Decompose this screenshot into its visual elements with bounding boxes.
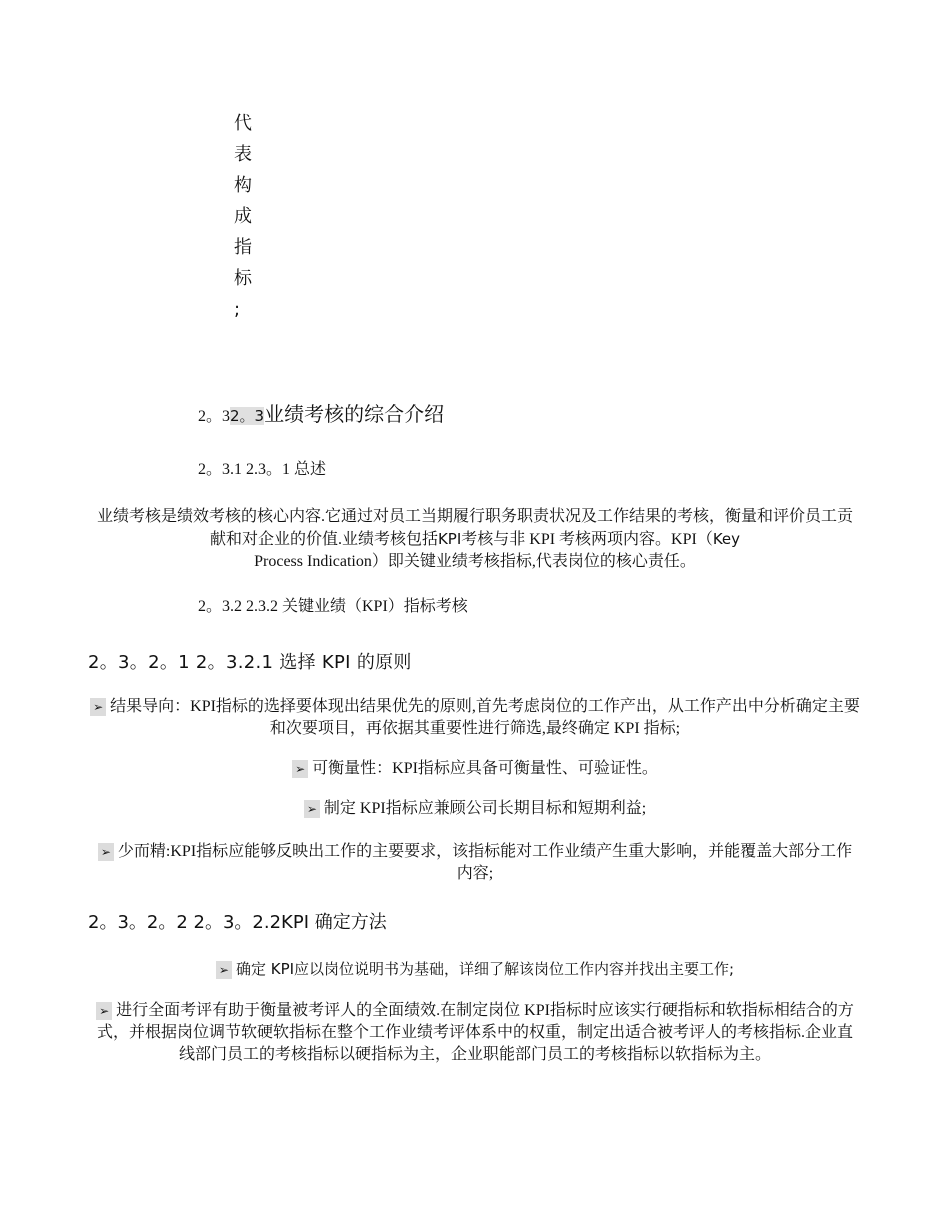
list-item-text: 应以岗位说明书为基础，详细了解该岗位工作内容并找出主要工作; bbox=[294, 960, 735, 978]
vertical-char: 成 bbox=[234, 206, 252, 227]
list-item bbox=[90, 958, 860, 981]
vertical-char: 构 bbox=[234, 175, 252, 196]
bullet-arrow-icon: ➢ bbox=[216, 961, 232, 979]
paragraph-text: 业绩考核是绩效考核的核心内容.它通过对员工当期履行职务职责状况及工作结果的考核，衡量和评价员工贡献和对企业的价值.业绩考核包括 bbox=[96, 508, 853, 548]
list-item-kpi: KPI bbox=[190, 698, 216, 715]
overview-paragraph bbox=[90, 506, 860, 573]
list-item-kpi: KPI bbox=[170, 843, 197, 860]
paragraph-text: KPI bbox=[437, 530, 462, 548]
section-heading-2-3-2-2: 2。3。2。2 2。3。2.2KPI 确定方法 bbox=[88, 912, 387, 933]
list-item-text: 指标时应该实行硬指标和软指标相结合的方式，并根据岗位调节软硬软指标在整个工作业绩考评体系中的权重，制定出适合被考评人的考核指标.企业直线部门员工的考核指标以硬指标为主，企业职能部门员工的考核指标以软指标为主。 bbox=[96, 1002, 854, 1063]
list-item bbox=[90, 758, 860, 780]
list-item-text: 指标的选择要体现出结果优先的原则,首先考虑岗位的工作产出，从工作产出中分析确定主要和次要项目，再依据其重要性进行筛选,最终确定 KPI 指标; bbox=[215, 698, 860, 737]
paragraph-text: Process Indication）即关键业绩考核指标,代表岗位的核心责任。 bbox=[254, 553, 696, 570]
list-item-text: 指标应具备可衡量性、可验证性。 bbox=[417, 760, 658, 777]
list-item-kpi: KPI bbox=[524, 1002, 550, 1019]
list-item bbox=[90, 841, 860, 885]
list-item bbox=[90, 1000, 860, 1066]
paragraph-text: 考核与非 KPI 考核两项内容。KPI（ bbox=[461, 531, 713, 548]
bullet-arrow-icon: ➢ bbox=[304, 800, 320, 818]
list-item-text: 指标应兼顾公司长期目标和短期利益; bbox=[385, 800, 647, 817]
bullet-arrow-icon: ➢ bbox=[292, 760, 308, 778]
list-item bbox=[90, 798, 860, 820]
list-item-lead: 结果导向： bbox=[110, 698, 191, 715]
list-item-lead: 制定 bbox=[323, 800, 360, 817]
vertical-char: 指 bbox=[234, 237, 252, 258]
section-number: 2。3 bbox=[198, 408, 231, 425]
paragraph-text: Key bbox=[712, 530, 741, 548]
list-item-text: 指标应能够反映出工作的主要要求，该指标能对工作业绩产生重大影响，并能覆盖大部分工作内容; bbox=[196, 843, 853, 882]
vertical-text-fragment bbox=[234, 108, 258, 325]
bullet-arrow-icon: ➢ bbox=[96, 1002, 112, 1020]
section-title: 业绩考核的综合介绍 bbox=[264, 404, 445, 426]
list-item-lead: 可衡量性： bbox=[312, 760, 393, 777]
list-item-kpi: KPI bbox=[392, 760, 418, 777]
list-item-lead: 少而精: bbox=[117, 843, 171, 860]
list-item-lead: 确定 bbox=[235, 960, 271, 978]
bullet-arrow-icon: ➢ bbox=[90, 698, 106, 716]
list-item-lead: 进行全面考评有助于衡量被考评人的全面绩效.在制定岗位 bbox=[116, 1002, 525, 1019]
section-heading-2-3-1: 2。3.1 2.3。1 总述 bbox=[198, 461, 327, 478]
list-item-kpi: KPI bbox=[270, 960, 295, 978]
list-item bbox=[90, 696, 860, 740]
vertical-char: ; bbox=[234, 299, 241, 320]
section-number-highlighted: 2。3 bbox=[230, 407, 265, 425]
bullet-arrow-icon: ➢ bbox=[98, 843, 114, 861]
vertical-char: 标 bbox=[234, 268, 252, 289]
vertical-char: 代 bbox=[234, 113, 252, 134]
section-heading-2-3-2: 2。3.2 2.3.2 关键业绩（KPI）指标考核 bbox=[198, 598, 468, 615]
section-heading-2-3 bbox=[198, 398, 444, 427]
section-heading-2-3-2-1: 2。3。2。1 2。3.2.1 选择 KPI 的原则 bbox=[88, 652, 412, 673]
list-item-kpi: KPI bbox=[359, 800, 386, 817]
vertical-char: 表 bbox=[234, 144, 252, 165]
